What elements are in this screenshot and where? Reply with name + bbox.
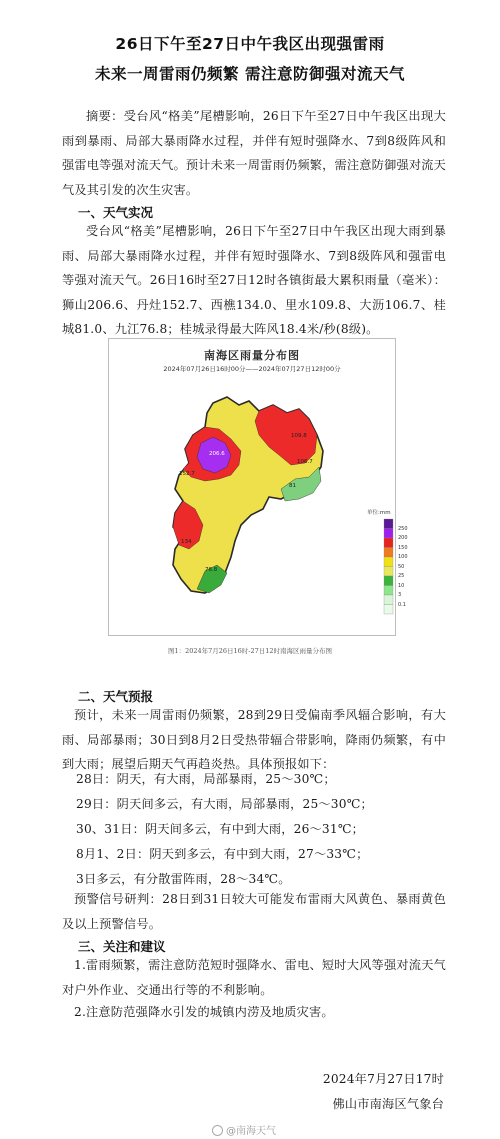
section-1-heading: 一、天气实况 [78,205,154,220]
legend-swatch [384,557,393,567]
rainfall-map-figure [108,338,408,636]
forecast-day-29: 29日：阴天间多云，有大雨，局部暴雨，25～30℃； [76,797,373,811]
section-3-heading: 三、关注和建议 [78,939,166,954]
forecast-day-3: 3日多云，有分散雷阵雨，28～34℃。 [76,872,291,886]
label-danzao: 152.7 [179,471,195,477]
label-guicheng: 81 [289,483,296,489]
legend-swatch [384,605,393,615]
label-xiqiao: 134 [181,539,192,545]
legend-swatch [384,538,393,548]
headline-line-1: 26日下午至27日中午我区出现强雷雨 [115,35,385,53]
label-shishan: 206.6 [209,451,225,457]
legend-swatch [384,595,393,605]
weibo-watermark [212,1122,276,1137]
legend-swatch [384,529,393,539]
legend-label: 250 [398,525,408,532]
legend-label: 50 [398,563,405,570]
abstract-paragraph: 摘要：受台风“格美”尾槽影响，26日下午至27日中午我区出现大雨到暴雨、局部大暴雨降水过程，并伴有短时强降水、7到8级阵风和强雷电等强对流天气。预计未来一周雷雨仍频繁，需注意防御强对流天气及其引发的次生灾害。 [62,109,447,197]
legend-label: 150 [398,544,408,551]
forecast-day-28: 28日：阴天，有大雨，局部暴雨，25～30℃； [76,772,336,786]
map-legend-colorbar [384,519,393,614]
advice-item-1: 1.雷雨频繁，需注意防范短时强降水、雷电、短时大风等强对流天气对户外作业、交通出行等的不利影响。 [62,958,446,997]
label-lishui: 109.8 [291,433,307,439]
legend-swatch [384,548,393,558]
section-2-heading: 二、天气预报 [78,689,154,704]
legend-label: 3 [398,592,402,598]
legend-swatch [384,567,393,577]
section-1-body: 受台风“格美”尾槽影响，26日下午至27日中午我区出现大雨到暴雨、局部大暴雨降水过程，并伴有短时强降水、7到8级阵风和强雷电等强对流天气。26日16时至27日12时各镇街最大累积雨量（毫米）：狮山206.6、丹灶152.7、西樵134.0、里水109.8、大沥106.7、桂城81.0、九江76.8；桂城录得最大阵风18.4米/秒(8级)。 [62,224,446,336]
forecast-day-aug-1-2: 8月1、2日：阴天到多云，有中到大雨，27～33℃； [76,847,369,861]
legend-label: 100 [398,554,408,560]
headline-line-2: 未来一周雷雨仍频繁 需注意防御强对流天气 [95,65,405,83]
label-jiujiang: 76.8 [205,567,218,573]
legend-label: 25 [398,573,405,579]
legend-label: 0.1 [398,601,406,608]
warning-assessment: 预警信号研判：28日到31日较大可能发布雷雨大风黄色、暴雨黄色及以上预警信号。 [62,892,446,931]
legend-label: 10 [398,582,405,589]
legend-swatch [384,519,393,529]
legend-swatch [384,586,393,596]
map-subtitle: 2024年07月26日16时00分——2024年07月27日12时00分 [163,365,341,373]
section-2-intro: 预计，未来一周雷雨仍频繁，28到29日受偏南季风辐合影响，有大雨、局部暴雨；30日到8月2日受热带辐合带影响，降雨仍频繁，有中到大雨；展望后期天气再趋炎热。具体预报如下： [62,708,446,771]
issuing-office: 佛山市南海区气象台 [332,1097,444,1111]
legend-label: 200 [398,535,408,541]
issue-datetime: 2024年7月27日17时 [322,1072,444,1086]
weibo-logo-icon [212,1125,223,1136]
watermark-text: @南海天气 [226,1126,276,1137]
forecast-day-30-31: 30、31日：阴天间多云，有中到大雨，26～31℃； [76,822,365,836]
label-dali: 106.7 [297,459,313,465]
advice-item-2: 2.注意防范强降水引发的城镇内涝及地质灾害。 [74,1005,334,1019]
figure-caption: 图1：2024年7月26日16时-27日12时南海区雨量分布图 [167,647,333,655]
legend-swatch [384,576,393,586]
rainfall-map-graphic [109,339,397,637]
legend-unit: 单位:mm [367,510,391,516]
map-title: 南海区雨量分布图 [204,349,300,362]
